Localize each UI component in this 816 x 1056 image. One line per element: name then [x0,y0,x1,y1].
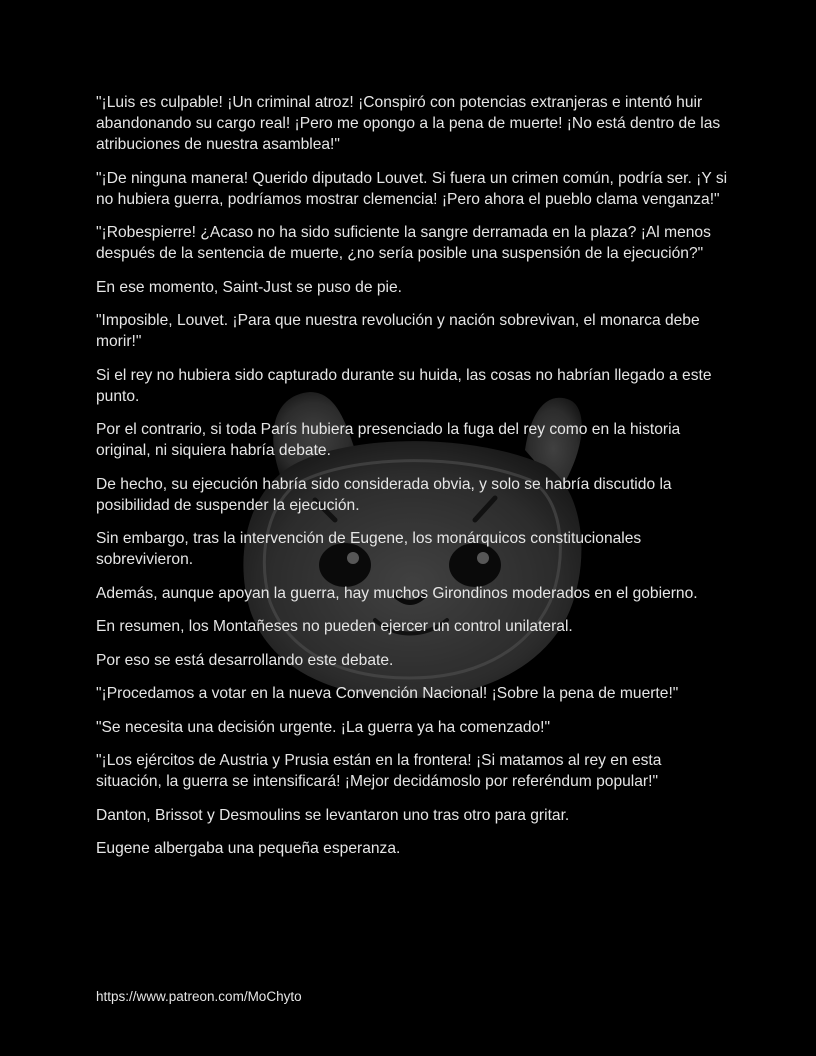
paragraph: En ese momento, Saint-Just se puso de pie. [96,278,402,296]
document-body [96,92,728,872]
paragraph: Eugene albergaba una pequeña esperanza. [96,840,401,857]
paragraph: Danton, Brissot y Desmoulins se levantaron uno tras otro para gritar. [96,806,570,824]
patreon-link[interactable]: https://www.patreon.com/MoChyto [96,989,302,1004]
paragraph: Sin embargo, tras la intervención de Eugene, los monárquicos constitucionales sobrevivieron. [96,530,642,568]
paragraph: En resumen, los Montañeses no pueden ejercer un control unilateral. [96,618,573,635]
paragraph: "¡Robespierre! ¿Acaso no ha sido suficiente la sangre derramada en la plaza? ¡Al menos después de la sentencia de muerte, ¿no sería posible una suspensión de la ejecución?" [96,224,711,262]
paragraph: "Imposible, Louvet. ¡Para que nuestra revolución y nación sobrevivan, el monarca debe morir!" [96,312,700,350]
paragraph: Además, aunque apoyan la guerra, hay muchos Girondinos moderados en el gobierno. [96,584,698,602]
paragraph: "Se necesita una decisión urgente. ¡La guerra ya ha comenzado!" [96,718,551,736]
paragraph: Si el rey no hubiera sido capturado durante su huida, las cosas no habrían llegado a este punto. [96,366,712,405]
paragraph: "¡Luis es culpable! ¡Un criminal atroz! ¡Conspiró con potencias extranjeras e intentó huir abandonando su cargo real! ¡Pero me opongo a la pena de muerte! ¡No está dentro de las atribuciones de nuestra asamblea!" [96,94,721,153]
paragraph: De hecho, su ejecución habría sido considerada obvia, y solo se habría discutido la posibilidad de suspender la ejecución. [96,475,672,514]
paragraph: Por eso se está desarrollando este debate. [96,651,394,669]
paragraph: "¡Procedamos a votar en la nueva Convención Nacional! ¡Sobre la pena de muerte!" [96,685,679,702]
paragraph: "¡De ninguna manera! Querido diputado Louvet. Si fuera un crimen común, podría ser. ¡Y si no hubiera guerra, podríamos mostrar clemencia! ¡Pero ahora el pueblo clama venganza!" [96,169,728,208]
paragraph: "¡Los ejércitos de Austria y Prusia están en la frontera! ¡Si matamos al rey en esta situación, la guerra se intensificará! ¡Mejor decidámoslo por referéndum popular!" [96,752,662,790]
paragraph: Por el contrario, si toda París hubiera presenciado la fuga del rey como en la historia original, ni siquiera habría debate. [96,421,681,459]
